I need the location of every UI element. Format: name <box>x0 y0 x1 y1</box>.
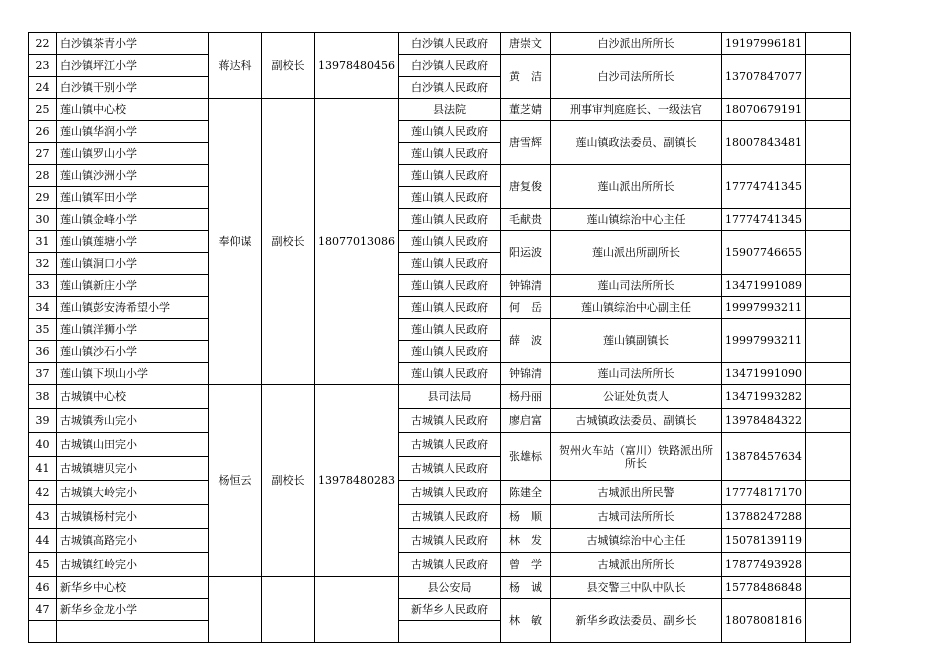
officer-name: 陈建全 <box>500 481 550 505</box>
school-name: 莲山镇金峰小学 <box>57 209 209 231</box>
officer-position: 莲山镇副镇长 <box>550 319 721 363</box>
row-number: 39 <box>29 409 57 433</box>
row-number: 25 <box>29 99 57 121</box>
school-name: 白沙镇坪江小学 <box>57 55 209 77</box>
empty-cell <box>805 55 850 99</box>
principal-title: 副校长 <box>262 99 315 385</box>
school-name: 莲山镇洞口小学 <box>57 253 209 275</box>
officer-phone: 17774741345 <box>721 165 805 209</box>
empty-cell <box>805 577 850 599</box>
school-name: 莲山镇中心校 <box>57 99 209 121</box>
officer-name: 钟锦清 <box>500 275 550 297</box>
officer-name: 毛献贵 <box>500 209 550 231</box>
unit-name: 古城镇人民政府 <box>398 505 500 529</box>
unit-name: 莲山镇人民政府 <box>398 187 500 209</box>
unit-name: 莲山镇人民政府 <box>398 121 500 143</box>
officer-phone: 18078081816 <box>721 599 805 643</box>
officer-phone: 15907746655 <box>721 231 805 275</box>
row-number: 22 <box>29 33 57 55</box>
principal-phone: 13978480456 <box>315 33 399 99</box>
empty-cell <box>805 319 850 363</box>
empty-cell <box>805 231 850 275</box>
row-number: 33 <box>29 275 57 297</box>
officer-phone: 13878457634 <box>721 433 805 481</box>
school-name: 白沙镇茶青小学 <box>57 33 209 55</box>
empty-cell <box>805 529 850 553</box>
officer-phone: 13788247288 <box>721 505 805 529</box>
school-name: 新华乡中心校 <box>57 577 209 599</box>
unit-name: 莲山镇人民政府 <box>398 165 500 187</box>
unit-name: 新华乡人民政府 <box>398 599 500 621</box>
principal-title: 副校长 <box>262 385 315 577</box>
empty-cell <box>805 505 850 529</box>
unit-name: 古城镇人民政府 <box>398 553 500 577</box>
officer-phone: 15778486848 <box>721 577 805 599</box>
officer-name: 唐复俊 <box>500 165 550 209</box>
unit-name: 古城镇人民政府 <box>398 409 500 433</box>
officer-position: 贺州火车站（富川）铁路派出所所长 <box>550 433 721 481</box>
row-number: 43 <box>29 505 57 529</box>
principal-phone: 13978480283 <box>315 385 399 577</box>
school-name: 莲山镇沙石小学 <box>57 341 209 363</box>
empty-cell <box>805 33 850 55</box>
officer-name: 曾 学 <box>500 553 550 577</box>
officer-phone: 15078139119 <box>721 529 805 553</box>
row-number: 24 <box>29 77 57 99</box>
officer-position: 刑事审判庭庭长、一级法官 <box>550 99 721 121</box>
officer-position: 古城镇综治中心主任 <box>550 529 721 553</box>
officer-phone: 17774741345 <box>721 209 805 231</box>
officer-name: 何 岳 <box>500 297 550 319</box>
school-name: 莲山镇彭安涛希望小学 <box>57 297 209 319</box>
unit-name <box>398 621 500 643</box>
officer-phone: 13978484322 <box>721 409 805 433</box>
principal-title <box>262 577 315 643</box>
school-name: 莲山镇新庄小学 <box>57 275 209 297</box>
school-name: 古城镇杨村完小 <box>57 505 209 529</box>
school-name: 古城镇中心校 <box>57 385 209 409</box>
row-number: 26 <box>29 121 57 143</box>
officer-position: 古城派出所所长 <box>550 553 721 577</box>
school-name: 古城镇红岭完小 <box>57 553 209 577</box>
school-name: 莲山镇沙洲小学 <box>57 165 209 187</box>
officer-name: 董芝婧 <box>500 99 550 121</box>
officer-phone: 18070679191 <box>721 99 805 121</box>
unit-name: 莲山镇人民政府 <box>398 341 500 363</box>
officer-name: 杨 诚 <box>500 577 550 599</box>
row-number: 34 <box>29 297 57 319</box>
empty-cell <box>805 433 850 481</box>
officer-name: 杨丹丽 <box>500 385 550 409</box>
school-name: 白沙镇干别小学 <box>57 77 209 99</box>
officer-name: 薛 波 <box>500 319 550 363</box>
empty-cell <box>805 297 850 319</box>
officer-name: 林 敏 <box>500 599 550 643</box>
row-number: 38 <box>29 385 57 409</box>
row-number: 42 <box>29 481 57 505</box>
officer-phone: 17877493928 <box>721 553 805 577</box>
unit-name: 古城镇人民政府 <box>398 529 500 553</box>
principal-title: 副校长 <box>262 33 315 99</box>
unit-name: 县法院 <box>398 99 500 121</box>
empty-cell <box>805 553 850 577</box>
row-number: 44 <box>29 529 57 553</box>
officer-position: 莲山司法所所长 <box>550 363 721 385</box>
officer-name: 阳运波 <box>500 231 550 275</box>
officer-position: 古城派出所民警 <box>550 481 721 505</box>
officer-position: 莲山司法所所长 <box>550 275 721 297</box>
empty-cell <box>805 385 850 409</box>
unit-name: 莲山镇人民政府 <box>398 253 500 275</box>
row-number: 27 <box>29 143 57 165</box>
officer-position: 白沙派出所所长 <box>550 33 721 55</box>
school-name: 古城镇山田完小 <box>57 433 209 457</box>
row-number: 45 <box>29 553 57 577</box>
empty-cell <box>805 275 850 297</box>
school-name <box>57 621 209 643</box>
school-name: 古城镇塘贝完小 <box>57 457 209 481</box>
officer-phone: 19197996181 <box>721 33 805 55</box>
unit-name: 县司法局 <box>398 385 500 409</box>
empty-cell <box>805 363 850 385</box>
unit-name: 白沙镇人民政府 <box>398 55 500 77</box>
officer-name: 唐崇文 <box>500 33 550 55</box>
unit-name: 白沙镇人民政府 <box>398 77 500 99</box>
row-number: 32 <box>29 253 57 275</box>
row-number: 36 <box>29 341 57 363</box>
officer-name: 张雄标 <box>500 433 550 481</box>
principal-name: 杨恒云 <box>209 385 262 577</box>
unit-name: 莲山镇人民政府 <box>398 143 500 165</box>
empty-cell <box>805 599 850 643</box>
school-name: 莲山镇下坝山小学 <box>57 363 209 385</box>
unit-name: 县公安局 <box>398 577 500 599</box>
row-number: 31 <box>29 231 57 253</box>
officer-phone: 13471993282 <box>721 385 805 409</box>
officer-phone: 13471991089 <box>721 275 805 297</box>
school-name: 古城镇大岭完小 <box>57 481 209 505</box>
row-number: 28 <box>29 165 57 187</box>
officer-name: 杨 顺 <box>500 505 550 529</box>
unit-name: 古城镇人民政府 <box>398 433 500 457</box>
row-number: 29 <box>29 187 57 209</box>
row-number <box>29 621 57 643</box>
unit-name: 莲山镇人民政府 <box>398 363 500 385</box>
school-name: 新华乡金龙小学 <box>57 599 209 621</box>
officer-name: 廖启富 <box>500 409 550 433</box>
unit-name: 白沙镇人民政府 <box>398 33 500 55</box>
unit-name: 莲山镇人民政府 <box>398 297 500 319</box>
officer-phone: 13471991090 <box>721 363 805 385</box>
officer-phone: 19997993211 <box>721 297 805 319</box>
school-name: 莲山镇华润小学 <box>57 121 209 143</box>
school-name: 莲山镇莲塘小学 <box>57 231 209 253</box>
principal-phone <box>315 577 399 643</box>
unit-name: 莲山镇人民政府 <box>398 231 500 253</box>
empty-cell <box>805 121 850 165</box>
officer-phone: 18007843481 <box>721 121 805 165</box>
empty-cell <box>805 99 850 121</box>
unit-name: 莲山镇人民政府 <box>398 209 500 231</box>
principal-name: 蒋达科 <box>209 33 262 99</box>
officer-position: 公证处负责人 <box>550 385 721 409</box>
empty-cell <box>805 165 850 209</box>
officer-name: 林 发 <box>500 529 550 553</box>
school-safety-roster-table <box>28 32 851 643</box>
row-number: 47 <box>29 599 57 621</box>
school-name: 莲山镇军田小学 <box>57 187 209 209</box>
officer-phone: 19997993211 <box>721 319 805 363</box>
unit-name: 古城镇人民政府 <box>398 481 500 505</box>
row-number: 23 <box>29 55 57 77</box>
officer-position: 莲山派出所副所长 <box>550 231 721 275</box>
officer-position: 古城镇政法委员、副镇长 <box>550 409 721 433</box>
officer-position: 古城司法所所长 <box>550 505 721 529</box>
principal-phone: 18077013086 <box>315 99 399 385</box>
officer-name: 黄 洁 <box>500 55 550 99</box>
row-number: 40 <box>29 433 57 457</box>
school-name: 莲山镇洋狮小学 <box>57 319 209 341</box>
officer-phone: 17774817170 <box>721 481 805 505</box>
officer-name: 钟锦清 <box>500 363 550 385</box>
unit-name: 莲山镇人民政府 <box>398 275 500 297</box>
empty-cell <box>805 481 850 505</box>
row-number: 30 <box>29 209 57 231</box>
row-number: 46 <box>29 577 57 599</box>
officer-position: 莲山镇政法委员、副镇长 <box>550 121 721 165</box>
empty-cell <box>805 209 850 231</box>
officer-position: 白沙司法所所长 <box>550 55 721 99</box>
officer-name: 唐雪辉 <box>500 121 550 165</box>
school-name: 古城镇高路完小 <box>57 529 209 553</box>
empty-cell <box>805 409 850 433</box>
officer-position: 新华乡政法委员、副乡长 <box>550 599 721 643</box>
officer-position: 县交警三中队中队长 <box>550 577 721 599</box>
school-name: 莲山镇罗山小学 <box>57 143 209 165</box>
officer-phone: 13707847077 <box>721 55 805 99</box>
principal-name <box>209 577 262 643</box>
school-name: 古城镇秀山完小 <box>57 409 209 433</box>
row-number: 41 <box>29 457 57 481</box>
principal-name: 奉仰谋 <box>209 99 262 385</box>
officer-position: 莲山派出所所长 <box>550 165 721 209</box>
unit-name: 古城镇人民政府 <box>398 457 500 481</box>
row-number: 37 <box>29 363 57 385</box>
unit-name: 莲山镇人民政府 <box>398 319 500 341</box>
officer-position: 莲山镇综治中心副主任 <box>550 297 721 319</box>
row-number: 35 <box>29 319 57 341</box>
officer-position: 莲山镇综治中心主任 <box>550 209 721 231</box>
